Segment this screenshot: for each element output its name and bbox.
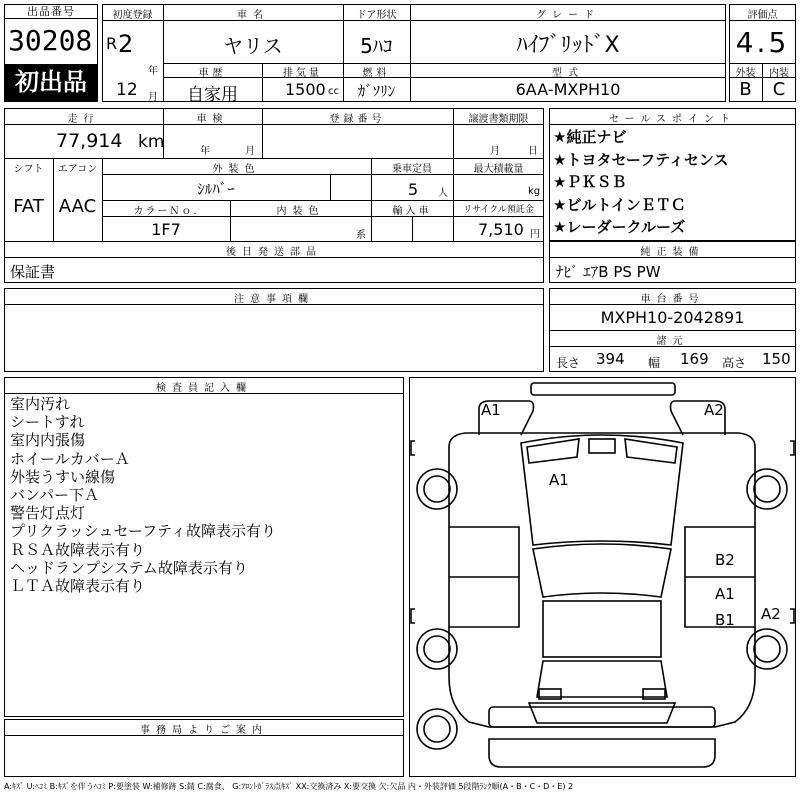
inspector-label: 検査員記入欄 bbox=[156, 383, 252, 394]
mark-front-left: A1 bbox=[481, 401, 501, 419]
import-label: 輸入車 bbox=[392, 206, 432, 217]
grille-shape bbox=[589, 439, 615, 453]
right-headlight-shape bbox=[625, 439, 677, 463]
era-value: R bbox=[106, 34, 118, 53]
month-value: 12 bbox=[116, 80, 138, 100]
body-outline-shape bbox=[449, 433, 755, 727]
inspection-label: 車検 bbox=[196, 114, 229, 125]
inspector-note: プリクラッシュセーフティ故障表示有り bbox=[10, 522, 276, 541]
first-listing-badge: 初出品 bbox=[5, 64, 97, 101]
inspector-note: 室内汚れ bbox=[10, 395, 71, 413]
color-no-value: 1F7 bbox=[151, 220, 181, 239]
displacement-label: 排気量 bbox=[283, 68, 322, 79]
lot-no-label: 出品番号 bbox=[5, 5, 97, 19]
mark-right-side-2: A1 bbox=[715, 585, 735, 603]
recycle-label: リサイクル預託金 bbox=[463, 205, 534, 215]
grade-label: グレード bbox=[536, 10, 600, 21]
model-label: 型式 bbox=[552, 68, 584, 79]
windshield-shape bbox=[533, 544, 671, 597]
sales-point: ★純正ナビ bbox=[553, 128, 627, 146]
capacity-unit: 人 bbox=[438, 188, 448, 199]
aircon-value: AAC bbox=[58, 196, 97, 217]
sales-point: ★レーダークルーズ bbox=[553, 218, 686, 236]
inspector-note: 外装うすい線傷 bbox=[10, 467, 116, 486]
score-value: 4.5 bbox=[735, 26, 790, 59]
score-label: 評価点 bbox=[747, 10, 778, 21]
kg-unit: kg bbox=[528, 186, 541, 197]
door-type-label: ドア形状 bbox=[356, 10, 397, 21]
max-load-label: 最大積載量 bbox=[473, 164, 524, 175]
mileage-label: 走行 bbox=[67, 114, 100, 125]
aircon-label: エアコン bbox=[57, 164, 98, 175]
year-value: 2 bbox=[118, 30, 134, 58]
spare-wheel-shape bbox=[417, 709, 457, 749]
legend-text: A:ｷｽﾞ U:ﾍｺﾐ B:ｷｽﾞを伴うﾍｺﾐ P:要塗装 W:補修跡 S:錆 C:腐食、 G:ﾌﾛﾝﾄｶﾞﾗｽ点ｷｽﾞ XX:交換済み X:要交換 欠:欠品 内・外装評価 5段階ﾗﾝｸ順(A・B・C・D・E) 2 bbox=[4, 782, 574, 791]
exterior-label: 外装 bbox=[735, 68, 756, 79]
transfer-day-unit: 日 bbox=[528, 146, 538, 157]
capacity-value: 5 bbox=[408, 180, 419, 199]
door-type-value: 5ﾊｺ bbox=[360, 34, 393, 58]
lot-no-value: 30208 bbox=[8, 24, 93, 57]
inspector-note: シートすれ bbox=[10, 413, 85, 432]
width-label: 幅 bbox=[648, 356, 661, 370]
genuine-equip-label: 純正装備 bbox=[640, 247, 705, 258]
sales-points-list bbox=[553, 126, 728, 239]
km-unit: km bbox=[138, 132, 165, 152]
rear-bumper-shape bbox=[489, 707, 715, 727]
sales-point: ★トヨタセーフティセンス bbox=[553, 150, 729, 169]
office-label: 事務局よりご案内 bbox=[140, 725, 268, 736]
chassis-no-value: MXPH10-2042891 bbox=[600, 308, 745, 327]
fuel-label: 燃料 bbox=[362, 68, 391, 79]
car-diagram bbox=[409, 377, 796, 777]
specs-label: 諸元 bbox=[656, 336, 689, 347]
trunk-shape bbox=[529, 703, 675, 723]
rear-right-wheel-shape bbox=[747, 629, 787, 669]
car-name-value: ヤリス bbox=[223, 34, 283, 58]
transfer-docs-label: 譲渡書類期限 bbox=[468, 114, 529, 125]
first-reg-label: 初度登録 bbox=[112, 10, 153, 21]
kei-unit: 系 bbox=[356, 230, 366, 241]
mark-hood: A1 bbox=[549, 471, 569, 489]
shift-label: シフト bbox=[13, 164, 44, 175]
later-parts-label: 後日発送部品 bbox=[226, 247, 322, 258]
front-left-wheel-shape bbox=[417, 469, 457, 509]
width-value: 169 bbox=[680, 350, 709, 368]
shift-value: FAT bbox=[13, 196, 44, 217]
rear-window-shape bbox=[537, 661, 667, 697]
capacity-label: 乗車定員 bbox=[392, 164, 432, 175]
length-label: 長さ bbox=[556, 356, 581, 370]
chassis-no-label: 車台番号 bbox=[640, 294, 705, 305]
hood-shape bbox=[521, 435, 683, 545]
transfer-month-unit: 月 bbox=[490, 146, 500, 157]
later-parts-value: 保証書 bbox=[10, 263, 56, 281]
inspector-note: ホイールカバーＡ bbox=[10, 449, 130, 468]
rear-left-wheel-shape bbox=[417, 629, 457, 669]
left-headlight-shape bbox=[527, 439, 579, 463]
rear-panel-shape bbox=[489, 739, 715, 767]
sales-points-label: セールスポイント bbox=[608, 114, 737, 125]
height-value: 150 bbox=[762, 350, 791, 368]
inspector-note: ＲＳＡ故障表示有り bbox=[10, 540, 146, 559]
reg-no-label: 登録番号 bbox=[329, 114, 386, 125]
cc-unit: cc bbox=[328, 86, 339, 97]
inspector-note: ＬＴＡ故障表示有り bbox=[10, 577, 146, 596]
interior-value: C bbox=[772, 79, 786, 100]
exterior-value: B bbox=[739, 79, 752, 100]
length-value: 394 bbox=[596, 350, 625, 368]
color-no-label: カラーＮｏ. bbox=[133, 206, 199, 217]
history-value: 自家用 bbox=[187, 85, 238, 105]
inspector-note: 警告灯点灯 bbox=[10, 504, 86, 523]
mark-right-side-1: B2 bbox=[715, 551, 735, 569]
front-bumper-shape bbox=[531, 383, 675, 395]
month-unit: 月 bbox=[148, 92, 158, 103]
history-label: 車歴 bbox=[198, 68, 227, 79]
car-name-label: 車名 bbox=[237, 10, 269, 21]
ext-color-label: 外装色 bbox=[212, 164, 261, 175]
front-right-wheel-shape bbox=[747, 469, 787, 509]
fuel-value: ｶﾞｿﾘﾝ bbox=[357, 82, 396, 100]
insp-month-unit: 月 bbox=[245, 146, 255, 157]
displacement-value: 1500 bbox=[285, 80, 326, 99]
recycle-value: 7,510 bbox=[478, 220, 524, 239]
interior-label: 内装 bbox=[769, 68, 789, 79]
inspector-note: バンパー下Ａ bbox=[10, 486, 99, 505]
sales-point: ★ＰＫＳＢ bbox=[553, 173, 627, 191]
height-label: 高さ bbox=[722, 356, 747, 370]
mark-front-right: A2 bbox=[704, 401, 724, 419]
insp-year-unit: 年 bbox=[200, 146, 210, 157]
model-value: 6AA-MXPH10 bbox=[515, 80, 621, 99]
int-color-label: 内装色 bbox=[276, 206, 325, 217]
genuine-equip-value: ﾅﾋﾞ ｴｱB PS PW bbox=[556, 263, 661, 281]
caution-label: 注意事項欄 bbox=[234, 294, 314, 305]
sales-point: ★ビルトインＥＴＣ bbox=[553, 195, 686, 214]
year-unit: 年 bbox=[148, 66, 158, 77]
ext-color-value: ｼﾙﾊﾞｰ bbox=[197, 180, 235, 198]
grade-value: ﾊｲﾌﾞﾘｯﾄﾞX bbox=[516, 33, 620, 58]
mark-right-side-4: A2 bbox=[761, 605, 781, 623]
roof-shape bbox=[543, 601, 661, 657]
yen-unit: 円 bbox=[530, 229, 540, 240]
mileage-value: 77,914 bbox=[56, 130, 123, 152]
inspector-note: 室内内張傷 bbox=[10, 431, 86, 450]
inspector-note: ヘッドランプシステム故障表示有り bbox=[10, 558, 248, 577]
inspector-notes-list bbox=[10, 395, 276, 595]
mark-right-side-3: B1 bbox=[715, 611, 735, 629]
